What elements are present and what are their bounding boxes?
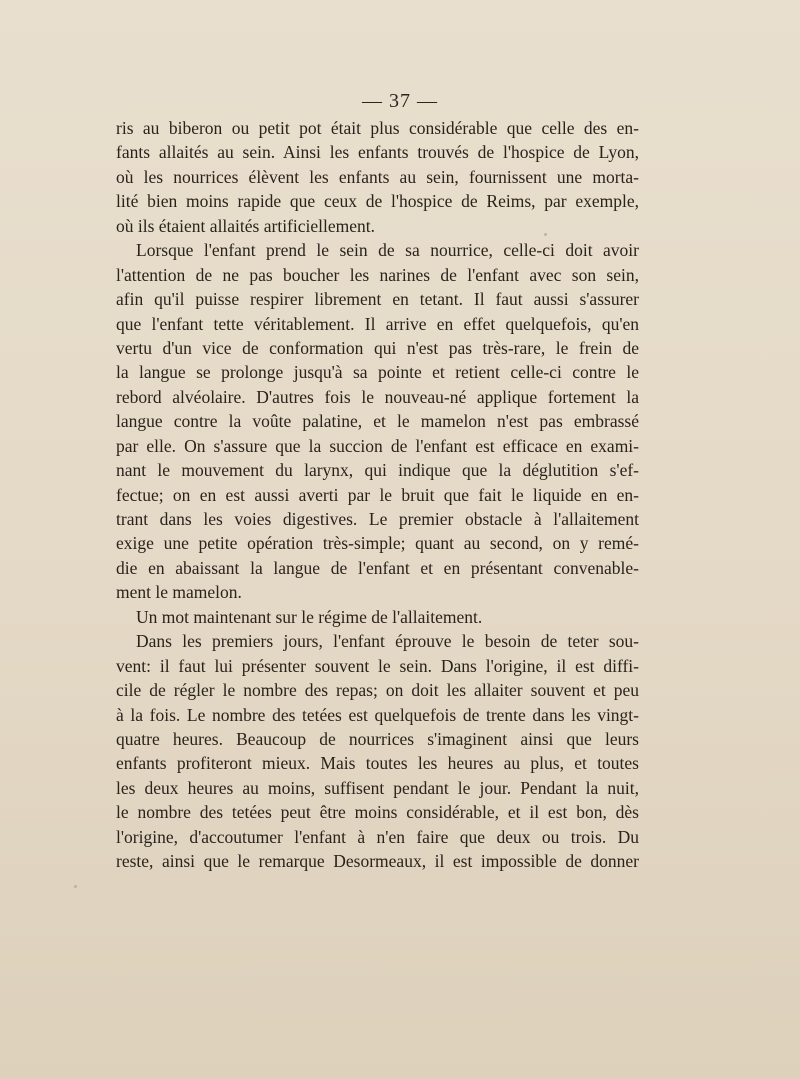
text-line: quatre heures. Beaucoup de nourrices s'imaginent ainsi que leurs <box>116 728 639 749</box>
text-line: les deux heures au moins, suffisent pendant le jour. Pendant la nuit, <box>116 777 639 798</box>
paper-speck <box>544 233 547 236</box>
text-line: par elle. On s'assure que la succion de l'enfant est efficace en exami- <box>116 435 639 456</box>
text-line: fants allaités au sein. Ainsi les enfants trouvés de l'hospice de Lyon, <box>116 142 639 163</box>
text-line: nant le mouvement du larynx, qui indique que la déglutition s'ef- <box>116 460 639 481</box>
text-line: que l'enfant tette véritablement. Il arrive en effet quelquefois, qu'en <box>116 313 639 334</box>
text-line: le nombre des tetées peut être moins considérable, et il est bon, dès <box>116 802 639 823</box>
text-line: l'attention de ne pas boucher les narines de l'enfant avec son sein, <box>116 264 639 285</box>
text-line: où les nourrices élèvent les enfants au sein, fournissent une morta- <box>116 166 639 187</box>
text-line: à la fois. Le nombre des tetées est quelquefois de trente dans les vingt- <box>116 704 639 725</box>
text-line: langue contre la voûte palatine, et le mamelon n'est pas embrassé <box>116 411 639 432</box>
text-line: ment le mamelon. <box>116 582 242 603</box>
paragraph-start-line: Un mot maintenant sur le régime de l'allaitement. <box>136 606 483 627</box>
text-line: die en abaissant la langue de l'enfant et en présentant convenable- <box>116 557 639 578</box>
paragraph-start-line: Dans les premiers jours, l'enfant éprouve le besoin de teter sou- <box>136 631 639 652</box>
text-line: la langue se prolonge jusqu'à sa pointe et retient celle-ci contre le <box>116 362 639 383</box>
text-line: rebord alvéolaire. D'autres fois le nouveau-né applique fortement la <box>116 386 639 407</box>
paper-speck <box>74 885 77 888</box>
text-line: trant dans les voies digestives. Le premier obstacle à l'allaitement <box>116 509 639 529</box>
paragraph-start-line: Lorsque l'enfant prend le sein de sa nourrice, celle-ci doit avoir <box>136 240 639 261</box>
text-line: cile de régler le nombre des repas; on doit les allaiter souvent et peu <box>116 680 639 701</box>
text-line: fectue; on en est aussi averti par le bruit que fait le liquide en en- <box>116 484 639 505</box>
body-text <box>116 116 639 874</box>
text-line: ris au biberon ou petit pot était plus considérable que celle des en- <box>116 118 639 138</box>
text-line: reste, ainsi que le remarque Desormeaux, il est impossible de donner <box>116 851 639 872</box>
text-line: vertu d'un vice de conformation qui n'est pas très-rare, le frein de <box>116 337 639 358</box>
text-line: exige une petite opération très-simple; quant au second, on y remé- <box>116 533 639 554</box>
page-number: — 37 — <box>362 90 438 112</box>
text-line: vent: il faut lui présenter souvent le sein. Dans l'origine, il est diffi- <box>116 655 639 676</box>
text-line: où ils étaient allaités artificiellement. <box>116 215 375 236</box>
text-line: enfants profiteront mieux. Mais toutes les heures au plus, et toutes <box>116 753 639 774</box>
text-line: l'origine, d'accoutumer l'enfant à n'en faire que deux ou trois. Du <box>116 826 639 847</box>
text-line: afin qu'il puisse respirer librement en tetant. Il faut aussi s'assurer <box>116 289 639 310</box>
text-line: lité bien moins rapide que ceux de l'hospice de Reims, par exemple, <box>116 191 639 212</box>
